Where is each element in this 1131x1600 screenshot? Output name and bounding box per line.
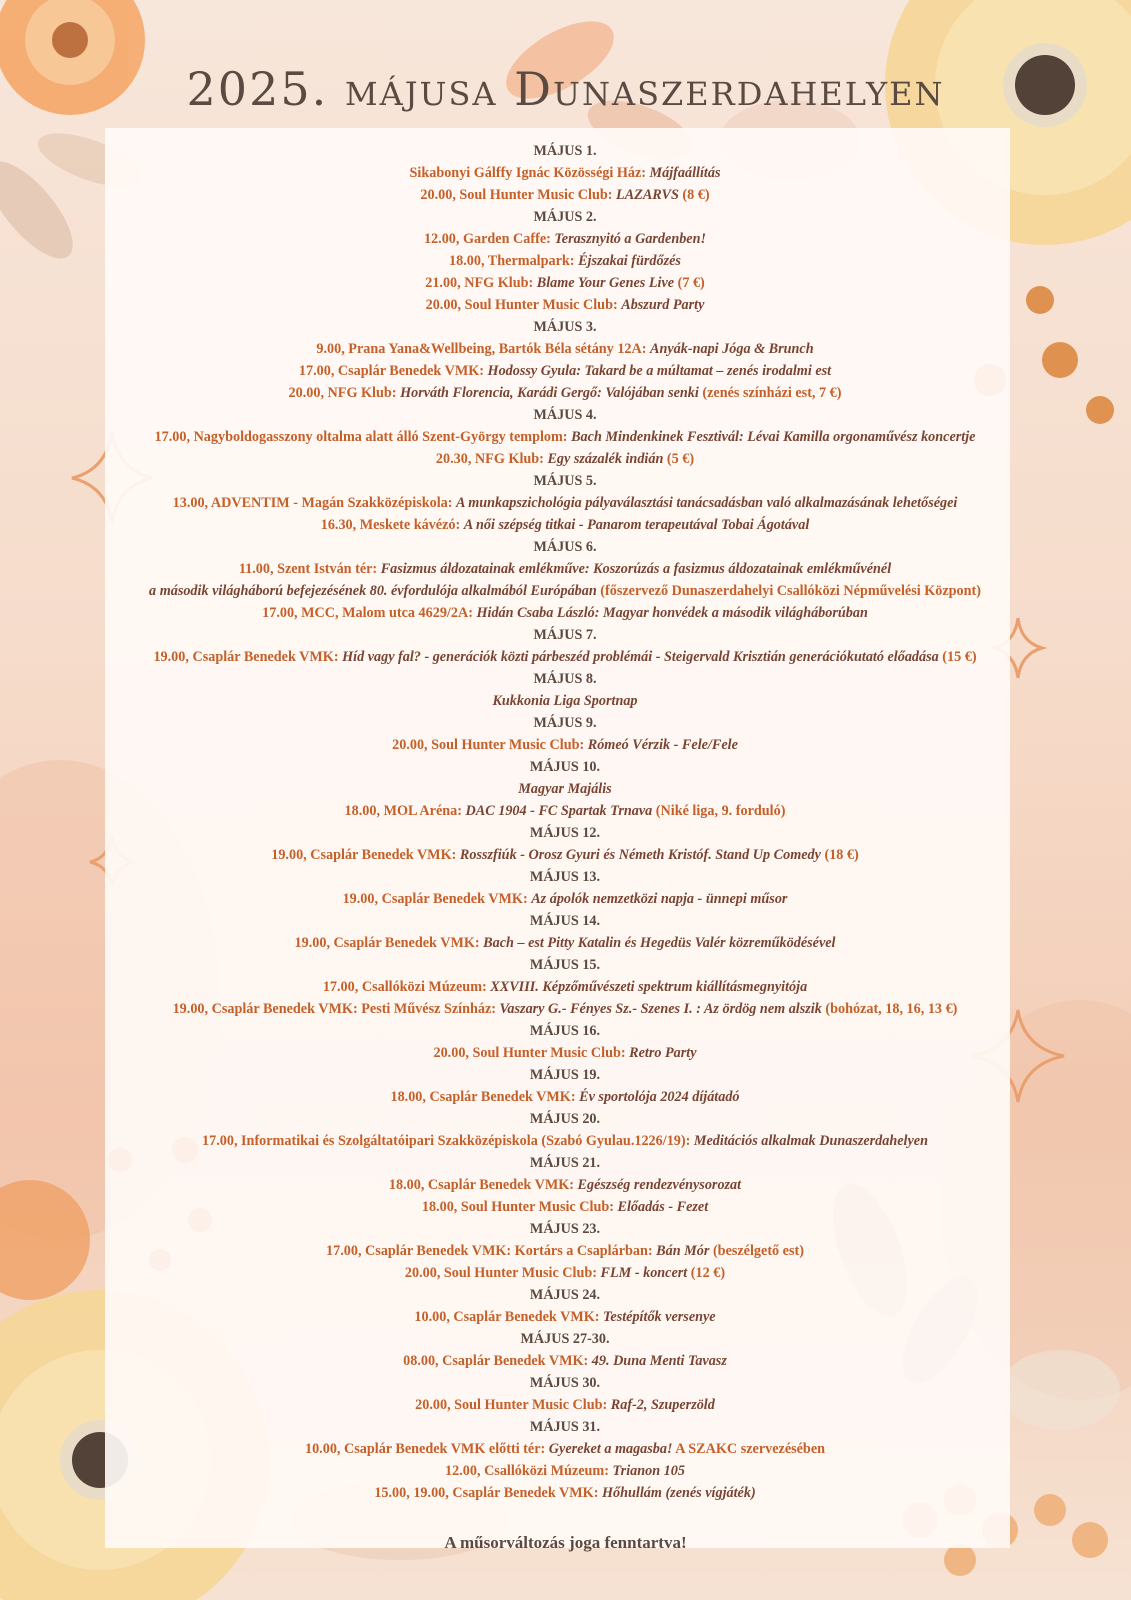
- event-title: Abszurd Party: [621, 297, 705, 313]
- event-item: [95, 1196, 1035, 1218]
- event-title: LAZARVS: [616, 187, 679, 203]
- event-title: Gyereket a magasba!: [548, 1441, 673, 1457]
- date-heading: MÁJUS 3.: [533, 319, 597, 335]
- event-item: [95, 228, 1035, 250]
- event-venue: 12.00, Csallóközi Múzeum:: [445, 1463, 613, 1479]
- event-item: [95, 1394, 1035, 1416]
- event-item: [95, 1482, 1035, 1504]
- event-venue: 9.00, Prana Yana&Wellbeing, Bartók Béla sétány 12A:: [316, 341, 651, 357]
- event-item: [95, 888, 1035, 910]
- event-title: Kukkonia Liga Sportnap: [492, 693, 638, 709]
- date-heading: MÁJUS 24.: [529, 1287, 601, 1303]
- event-venue: 19.00, Csaplár Benedek VMK: Pesti Művész Színház:: [172, 1001, 500, 1017]
- event-venue: 18.00, Soul Hunter Music Club:: [421, 1199, 618, 1215]
- event-item: [95, 690, 1035, 712]
- event-item: [95, 250, 1035, 272]
- date-heading: MÁJUS 2.: [533, 209, 597, 225]
- event-item: [95, 844, 1035, 866]
- event-title: Blame Your Genes Live: [536, 275, 675, 291]
- event-title: Májfaállítás: [649, 165, 721, 181]
- event-extra: (7 €): [674, 275, 705, 291]
- event-extra: (15 €): [938, 649, 977, 665]
- date-heading: MÁJUS 15.: [529, 957, 601, 973]
- event-title: Bán Mór: [656, 1243, 710, 1259]
- event-venue: 13.00, ADVENTIM - Magán Szakközépiskola:: [172, 495, 457, 511]
- event-title: A munkapszichológia pályaválasztási tanácsadásban való alkalmazásának lehetőségei: [456, 495, 958, 511]
- event-item: [95, 272, 1035, 294]
- event-venue: 12.00, Garden Caffe:: [423, 231, 555, 247]
- event-item: [95, 184, 1035, 206]
- event-item: [95, 800, 1035, 822]
- event-title: Testépítők versenye: [603, 1309, 716, 1325]
- event-title: Horváth Florencia, Karádi Gergő: Valójában senki: [400, 385, 699, 401]
- event-title: Az ápolók nemzetközi napja - ünnepi műsor: [531, 891, 788, 907]
- date-heading: MÁJUS 31.: [529, 1419, 601, 1435]
- footer-note: A műsorváltozás joga fenntartva!: [444, 1533, 687, 1552]
- date-heading: MÁJUS 14.: [529, 913, 601, 929]
- event-title: A női szépség titkai - Panarom terapeutával Tobai Ágotával: [463, 517, 810, 533]
- event-venue: 19.00, Csaplár Benedek VMK:: [271, 847, 460, 863]
- event-title: Fasizmus áldozatainak emlékműve: Koszorúzás a fasizmus áldozatainak emlékművénél: [380, 561, 892, 577]
- event-extra: A SZAKC szervezésében: [672, 1441, 826, 1457]
- event-title: Híd vagy fal? - generációk közti párbeszéd problémái - Steigervald Krisztián generációkutató előadása: [342, 649, 939, 665]
- event-extra: (beszélgető est): [709, 1243, 804, 1259]
- date-heading: MÁJUS 13.: [529, 869, 601, 885]
- date-heading: MÁJUS 20.: [529, 1111, 601, 1127]
- event-item: [95, 734, 1035, 756]
- event-extra: (bohózat, 18, 16, 13 €): [821, 1001, 958, 1017]
- event-title: Egészség rendezvénysorozat: [577, 1177, 742, 1193]
- event-venue: 20.00, NFG Klub:: [288, 385, 401, 401]
- date-heading: MÁJUS 16.: [529, 1023, 601, 1039]
- event-item: [95, 1438, 1035, 1460]
- date-heading: MÁJUS 19.: [529, 1067, 601, 1083]
- event-item: [95, 1460, 1035, 1482]
- event-title: Vaszary G.- Fényes Sz.- Szenes I. : Az ördög nem alszik: [499, 1001, 822, 1017]
- event-venue: 18.00, Csaplár Benedek VMK:: [390, 1089, 580, 1105]
- event-venue: 20.00, Soul Hunter Music Club:: [425, 297, 622, 313]
- date-heading: MÁJUS 1.: [533, 143, 597, 159]
- event-title: XXVIII. Képzőművészeti spektrum kiállításmegnyitója: [490, 979, 808, 995]
- event-item: [95, 1174, 1035, 1196]
- event-venue: 20.30, NFG Klub:: [435, 451, 548, 467]
- event-extra: (8 €): [678, 187, 710, 203]
- event-venue: 18.00, Csaplár Benedek VMK:: [388, 1177, 578, 1193]
- event-venue: 16.30, Meskete kávézó:: [320, 517, 464, 533]
- event-venue: 20.00, Soul Hunter Music Club:: [404, 1265, 601, 1281]
- event-extra: (főszervező Dunaszerdahelyi Csallóközi Népművelési Központ): [596, 583, 981, 599]
- event-title: Anyák-napi Jóga & Brunch: [650, 341, 814, 357]
- date-heading: MÁJUS 5.: [533, 473, 597, 489]
- event-extra: (5 €): [663, 451, 695, 467]
- event-title: Retro Party: [629, 1045, 697, 1061]
- event-item: [95, 426, 1035, 448]
- event-title: Terasznyitó a Gardenben!: [554, 231, 707, 247]
- date-heading: MÁJUS 12.: [529, 825, 601, 841]
- event-venue: 19.00, Csaplár Benedek VMK:: [342, 891, 532, 907]
- event-venue: 17.00, MCC, Malom utca 4629/2A:: [262, 605, 477, 621]
- event-title: 49. Duna Menti Tavasz: [591, 1353, 727, 1369]
- event-title: Raf-2, Szuperzöld: [610, 1397, 715, 1413]
- event-venue: 10.00, Csaplár Benedek VMK előtti tér:: [304, 1441, 549, 1457]
- event-item: [95, 998, 1035, 1020]
- date-heading: MÁJUS 7.: [533, 627, 597, 643]
- event-venue: 19.00, Csaplár Benedek VMK:: [294, 935, 484, 951]
- event-venue: 18.00, MOL Aréna:: [344, 803, 466, 819]
- event-venue: 20.00, Soul Hunter Music Club:: [415, 1397, 611, 1413]
- event-title: Hidán Csaba László: Magyar honvédek a második világháborúban: [476, 605, 868, 621]
- event-venue: Sikabonyi Gálffy Ignác Közösségi Ház:: [409, 165, 650, 181]
- event-title: FLM - koncert: [600, 1265, 688, 1281]
- event-extra: (18 €): [820, 847, 859, 863]
- page-title: 2025. májusa Dunaszerdahelyen: [186, 62, 945, 116]
- event-venue: 15.00, 19.00, Csaplár Benedek VMK:: [374, 1485, 602, 1501]
- event-item: [95, 602, 1035, 624]
- event-title: Magyar Majális: [518, 781, 612, 797]
- event-item: [95, 514, 1035, 536]
- event-item: [95, 1042, 1035, 1064]
- event-venue: 17.00, Informatikai és Szolgáltatóipari Szakközépiskola (Szabó Gyulau.1226/19):: [202, 1133, 694, 1149]
- event-item: [95, 558, 1035, 580]
- event-item: [95, 338, 1035, 360]
- event-item: [95, 294, 1035, 316]
- event-title: Rómeó Vérzik - Fele/Fele: [587, 737, 738, 753]
- event-venue: 20.00, Soul Hunter Music Club:: [392, 737, 588, 753]
- event-item: [95, 360, 1035, 382]
- event-title: Trianon 105: [612, 1463, 685, 1479]
- event-item: [95, 448, 1035, 470]
- event-item: [95, 1086, 1035, 1108]
- event-item: [95, 580, 1035, 602]
- event-title: Előadás - Fezet: [617, 1199, 709, 1215]
- event-item: [95, 1130, 1035, 1152]
- event-item: [95, 1262, 1035, 1284]
- date-heading: MÁJUS 9.: [533, 715, 597, 731]
- event-item: [95, 492, 1035, 514]
- event-venue: 08.00, Csaplár Benedek VMK:: [403, 1353, 592, 1369]
- event-title: Egy százalék indián: [547, 451, 664, 467]
- event-extra: (zenés színházi est, 7 €): [698, 385, 842, 401]
- event-item: [95, 1240, 1035, 1262]
- event-item: [95, 932, 1035, 954]
- date-heading: MÁJUS 27-30.: [520, 1331, 610, 1347]
- date-heading: MÁJUS 21.: [529, 1155, 601, 1171]
- event-item: [95, 162, 1035, 184]
- event-venue: 20.00, Soul Hunter Music Club:: [433, 1045, 630, 1061]
- event-extra: (12 €): [687, 1265, 726, 1281]
- event-venue: 10.00, Csaplár Benedek VMK:: [414, 1309, 604, 1325]
- event-item: [95, 1350, 1035, 1372]
- event-item: [95, 976, 1035, 998]
- event-title: Rosszfiúk - Orosz Gyuri és Németh Kristóf. Stand Up Comedy: [459, 847, 821, 863]
- event-venue: 21.00, NFG Klub:: [425, 275, 537, 291]
- event-extra: (Niké liga, 9. forduló): [652, 803, 786, 819]
- event-venue: 11.00, Szent István tér:: [238, 561, 381, 577]
- event-title: Meditációs alkalmak Dunaszerdahelyen: [693, 1133, 928, 1149]
- date-heading: MÁJUS 10.: [529, 759, 601, 775]
- event-title: a második világháború befejezésének 80. évfordulója alkalmából Európában: [149, 583, 597, 599]
- event-item: [95, 382, 1035, 404]
- event-venue: 19.00, Csaplár Benedek VMK:: [153, 649, 343, 665]
- event-item: [95, 1306, 1035, 1328]
- event-item: [95, 646, 1035, 668]
- date-heading: MÁJUS 30.: [529, 1375, 601, 1391]
- event-title: Éjszakai fürdőzés: [578, 253, 681, 269]
- event-title: DAC 1904 - FC Spartak Trnava: [465, 803, 653, 819]
- event-venue: 17.00, Nagyboldogasszony oltalma alatt álló Szent-György templom:: [154, 429, 572, 445]
- event-title: Bach – est Pitty Katalin és Hegedüs Valér közreműködésével: [483, 935, 836, 951]
- date-heading: MÁJUS 6.: [533, 539, 597, 555]
- event-title: Hőhullám (zenés vígjáték): [601, 1485, 756, 1501]
- event-item: [95, 778, 1035, 800]
- event-title: Hodossy Gyula: Takard be a múltamat – zenés irodalmi est: [487, 363, 832, 379]
- event-venue: 17.00, Csallóközi Múzeum:: [322, 979, 491, 995]
- date-heading: MÁJUS 8.: [533, 671, 597, 687]
- date-heading: MÁJUS 4.: [533, 407, 597, 423]
- event-title: Év sportolója 2024 díjátadó: [579, 1089, 740, 1105]
- event-venue: 17.00, Csaplár Benedek VMK:: [298, 363, 488, 379]
- event-venue: 20.00, Soul Hunter Music Club:: [420, 187, 617, 203]
- event-venue: 17.00, Csaplár Benedek VMK: Kortárs a Csaplárban:: [326, 1243, 657, 1259]
- event-title: Bach Mindenkinek Fesztivál: Lévai Kamilla orgonaművész koncertje: [571, 429, 976, 445]
- event-venue: 18.00, Thermalpark:: [449, 253, 579, 269]
- date-heading: MÁJUS 23.: [529, 1221, 601, 1237]
- event-list: [95, 140, 1035, 1504]
